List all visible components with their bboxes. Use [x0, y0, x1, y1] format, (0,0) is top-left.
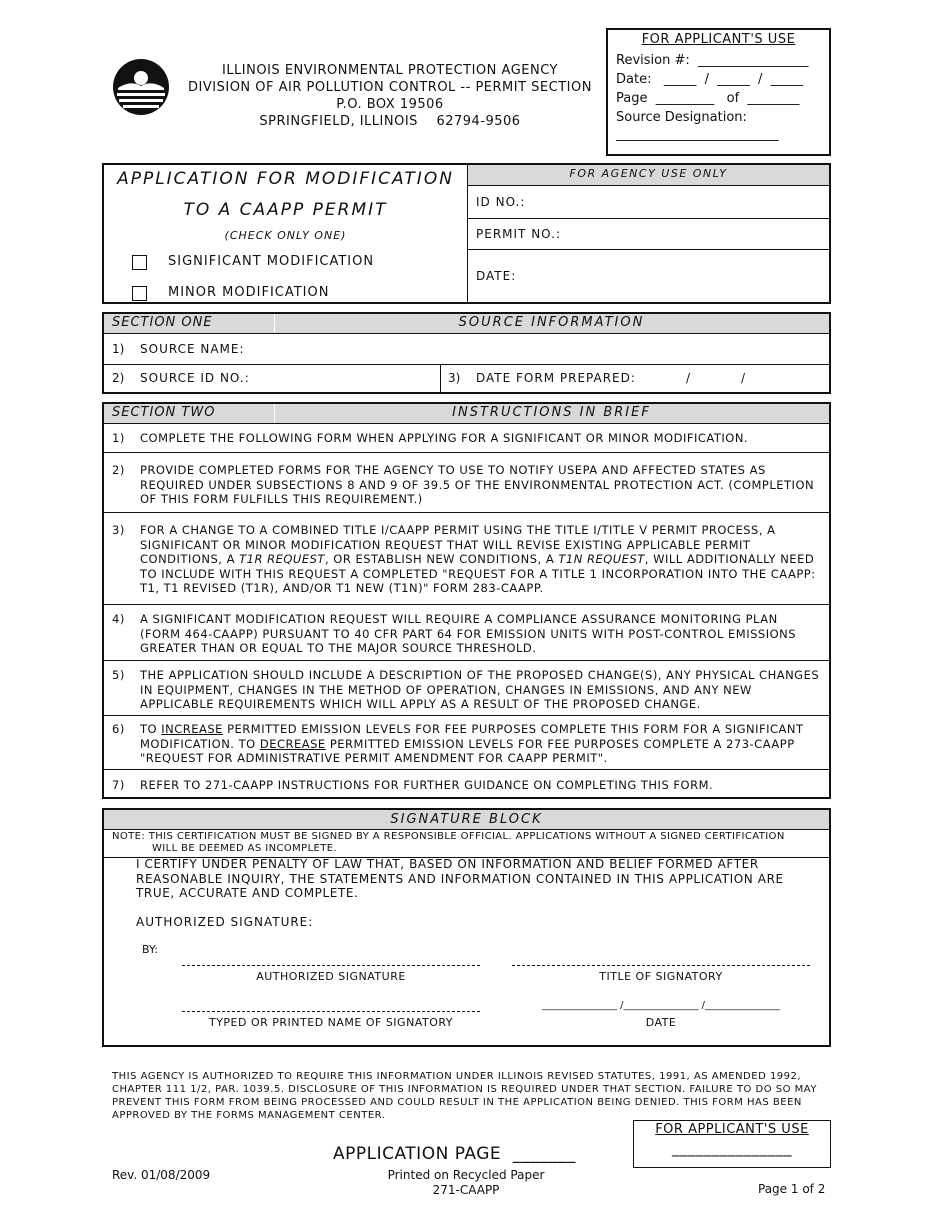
minor-modification-label: MINOR MODIFICATION: [168, 285, 330, 300]
instruction-number: 4): [112, 612, 125, 626]
signature-block-header: SIGNATURE BLOCK: [104, 810, 829, 830]
section-two: [102, 402, 831, 799]
instruction-text: A SIGNIFICANT MODIFICATION REQUEST WILL REQUIRE A COMPLIANCE ASSURANCE MONITORING PLAN (FORM 464-CAAPP) PURSUANT TO 40 CFR PART 64 FOR EMISSION UNITS WITH POST-CONTROL EMISSIONS GREATER THAN OR EQUAL TO THE MAJOR SOURCE THRESHOLD.: [140, 612, 797, 655]
significant-modification-checkbox[interactable]: [132, 255, 147, 270]
date-prepared-num: 3): [448, 371, 461, 385]
application-page-field[interactable]: APPLICATION PAGE _______: [333, 1144, 576, 1164]
instruction-text-part: FOR A CHANGE TO A COMBINED TITLE I/CAAPP PERMIT USING THE TITLE I/TITLE V PERMIT PROCESS, A SIGNIFICANT OR MINOR MODIFICATION REQUEST THAT WILL REVISE EXISTING APPLICABLE PERMIT CONDITIONS, A: [140, 523, 776, 566]
authorized-signature-line[interactable]: [182, 965, 480, 966]
instruction-number: 5): [112, 668, 125, 682]
instruction-text: THE APPLICATION SHOULD INCLUDE A DESCRIPTION OF THE PROPOSED CHANGE(S), ANY PHYSICAL CHANGES IN EQUIPMENT, CHANGES IN THE METHOD OF OPERATION, CHANGES IN EMISSIONS, AND ANY NEW APPLICABLE REQUIREMENTS WHICH WILL APPLY AS A RESULT OF THE PROPOSED CHANGE.: [140, 668, 820, 711]
section-two-title: INSTRUCTIONS IN BRIEF: [452, 405, 651, 420]
section-one: [102, 312, 831, 394]
agency-id-no-label: ID NO.:: [476, 195, 526, 209]
agency-city: SPRINGFIELD, ILLINOIS 62794-9506: [259, 114, 521, 129]
authorized-signature-caption: AUTHORIZED SIGNATURE: [256, 970, 406, 983]
recycled-paper-note: [366, 1168, 566, 1198]
decrease-term: DECREASE: [259, 736, 326, 751]
agency-header: [180, 62, 600, 130]
applicant-use-title: FOR APPLICANT'S USE: [641, 32, 796, 47]
signature-note-line2: WILL BE DEEMED AS INCOMPLETE.: [152, 843, 338, 854]
legal-disclaimer: THIS AGENCY IS AUTHORIZED TO REQUIRE THIS INFORMATION UNDER ILLINOIS REVISED STATUTES, 1991, AS AMENDED 1992, CHAPTER 111 1/2, PAR. 1039.5. DISCLOSURE OF THIS INFORMATION IS REQUIRED UNDER THAT SECTION. FAILURE TO DO SO MAY PREVENT THIS FORM FROM BEING PROCESSED AND COULD RESULT IN THE APPLICATION BEING DENIED. THIS FORM HAS BEEN APPROVED BY THE FORMS MANAGEMENT CENTER.: [112, 1071, 817, 1121]
section-two-header: [104, 404, 829, 424]
instruction-text-part: TO: [140, 722, 162, 736]
signature-note: [112, 831, 821, 855]
applicant-use-footer-field[interactable]: _______________: [672, 1139, 792, 1157]
instruction-divider: [104, 660, 829, 661]
source-id-label[interactable]: SOURCE ID NO.:: [140, 371, 250, 385]
instruction-text: [140, 523, 821, 596]
instruction-number: 7): [112, 778, 125, 792]
signature-date-field[interactable]: _______________ /_______________ /_______________: [541, 1000, 781, 1011]
instruction-divider: [104, 769, 829, 770]
agency-permit-no-label: PERMIT NO.:: [476, 227, 561, 241]
instruction-text: COMPLETE THE FOLLOWING FORM WHEN APPLYING FOR A SIGNIFICANT OR MINOR MODIFICATION.: [140, 431, 749, 445]
source-designation-field[interactable]: _________________________: [616, 127, 779, 142]
authorized-signature-label: AUTHORIZED SIGNATURE:: [136, 915, 314, 929]
page-field[interactable]: Page _________ of ________: [616, 91, 800, 106]
instruction-divider: [104, 512, 829, 513]
agency-row-divider: [468, 249, 829, 250]
instruction-divider: [104, 604, 829, 605]
applicant-use-footer-title: FOR APPLICANT'S USE: [655, 1122, 809, 1137]
agency-date-label: DATE:: [476, 269, 517, 283]
instruction-text-part: , OR ESTABLISH NEW CONDITIONS, A: [324, 552, 559, 566]
instruction-text-part: , WILL ADDITIONALLY NEED TO INCLUDE WITH THIS REQUEST A COMPLETED "REQUEST FOR A TITLE 1 INCORPORATION INTO THE CAAPP: T1, T1 REVISED (T1R), AND/OR T1 NEW (T1N)" FORM 283-CAAPP.: [140, 552, 816, 595]
form-title-line1: APPLICATION FOR MODIFICATION: [117, 169, 454, 189]
printed-name-line[interactable]: [182, 1011, 480, 1012]
instruction-text: REFER TO 271-CAAPP INSTRUCTIONS FOR FURTHER GUIDANCE ON COMPLETING THIS FORM.: [140, 778, 714, 792]
date-prepared-label[interactable]: DATE FORM PREPARED:: [476, 371, 636, 385]
section-one-col-divider: [440, 364, 441, 392]
agency-row-divider: [468, 218, 829, 219]
agency-logo: [112, 58, 170, 116]
instruction-text: [140, 722, 821, 766]
t1r-request-term: T1R REQUEST: [239, 552, 325, 566]
signature-block: [102, 808, 831, 1047]
agency-division: DIVISION OF AIR POLLUTION CONTROL -- PERMIT SECTION: [188, 80, 592, 95]
date-slash: /: [686, 371, 691, 385]
instruction-text: PROVIDE COMPLETED FORMS FOR THE AGENCY TO USE TO NOTIFY USEPA AND AFFECTED STATES AS REQUIRED UNDER SUBSECTIONS 8 AND 9 OF 39.5 OF THE ENVIRONMENTAL PROTECTION ACT. (COMPLETION OF THIS FORM FULFILLS THIS REQUIREMENT.): [140, 463, 815, 506]
check-only-one: (CHECK ONLY ONE): [224, 229, 347, 242]
agency-po-box: P.O. BOX 19506: [336, 97, 444, 112]
section-one-label: SECTION ONE: [112, 315, 213, 330]
instruction-divider: [104, 715, 829, 716]
source-id-num: 2): [112, 371, 125, 385]
recycled-paper-text: Printed on Recycled Paper: [387, 1168, 545, 1182]
title-block: [102, 163, 831, 304]
source-name-label[interactable]: SOURCE NAME:: [140, 342, 245, 356]
instruction-text-part: PERMITTED EMISSION LEVELS FOR FEE PURPOSES COMPLETE THIS FORM FOR A SIGNIFICANT MODIFICATION. TO: [140, 722, 804, 751]
revision-field[interactable]: Revision #: _________________: [616, 53, 809, 68]
certification-text: I CERTIFY UNDER PENALTY OF LAW THAT, BASED ON INFORMATION AND BELIEF FORMED AFTER REASONABLE INQUIRY, THE STATEMENTS AND INFORMATION CONTAINED IN THIS APPLICATION ARE TRUE, ACCURATE AND COMPLETE.: [136, 857, 784, 900]
significant-modification-label: SIGNIFICANT MODIFICATION: [168, 254, 375, 269]
title-of-signatory-line[interactable]: [512, 965, 810, 966]
title-of-signatory-caption: TITLE OF SIGNATORY: [599, 970, 723, 983]
agency-name: ILLINOIS ENVIRONMENTAL PROTECTION AGENCY: [221, 63, 558, 78]
instruction-number: 1): [112, 431, 125, 445]
minor-modification-checkbox[interactable]: [132, 286, 147, 301]
instruction-number: 2): [112, 463, 125, 477]
date-field[interactable]: Date: _____ / _____ / _____: [616, 72, 804, 87]
instruction-text-part: PERMITTED EMISSION LEVELS FOR FEE PURPOSES COMPLETE A 273-CAAPP "REQUEST FOR ADMINISTRATIVE PERMIT AMENDMENT FOR CAAPP PERMIT".: [140, 736, 795, 765]
applicant-use-box: [606, 28, 831, 156]
agency-use-header: FOR AGENCY USE ONLY: [468, 165, 829, 186]
instruction-divider: [104, 452, 829, 453]
source-designation-label: Source Designation:: [616, 110, 747, 125]
applicant-use-footer-box: [633, 1120, 831, 1168]
date-slash: /: [741, 371, 746, 385]
signature-date-caption: DATE: [645, 1016, 677, 1029]
source-name-num: 1): [112, 342, 125, 356]
revision-date: Rev. 01/08/2009: [112, 1168, 211, 1182]
section-one-row-divider: [104, 364, 829, 365]
section-one-header: [104, 314, 829, 334]
instruction-number: 3): [112, 523, 125, 537]
by-label: BY:: [142, 943, 158, 956]
signature-note-line1: NOTE: THIS CERTIFICATION MUST BE SIGNED BY A RESPONSIBLE OFFICIAL. APPLICATIONS WITHOUT A SIGNED CERTIFICATION: [112, 831, 785, 842]
instruction-number: 6): [112, 722, 125, 736]
form-title-line2: TO A CAAPP PERMIT: [183, 200, 388, 220]
increase-term: INCREASE: [161, 722, 223, 736]
section-two-label: SECTION TWO: [112, 405, 216, 420]
form-number: 271-CAAPP: [432, 1183, 500, 1197]
section-one-title: SOURCE INFORMATION: [458, 315, 645, 330]
page-number: Page 1 of 2: [758, 1182, 826, 1196]
printed-name-caption: TYPED OR PRINTED NAME OF SIGNATORY: [208, 1016, 454, 1029]
t1n-request-term: T1N REQUEST: [558, 552, 645, 566]
